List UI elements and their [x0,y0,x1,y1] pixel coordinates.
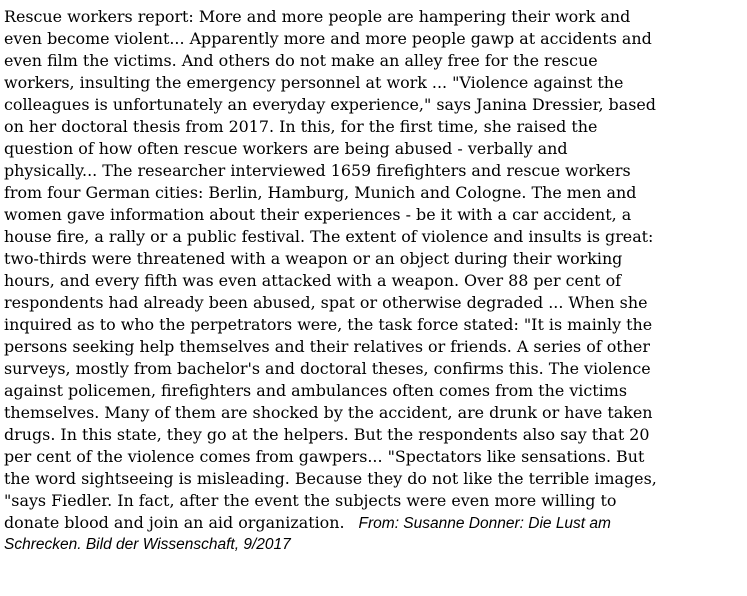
text-line: physically... The researcher interviewed 1659 firefighters and rescue workers [4,161,631,180]
text-line: hours, and every fifth was even attacked with a weapon. Over 88 per cent of [4,271,622,290]
source-citation-part2: Schrecken. Bild der Wissenschaft, 9/2017 [4,536,291,553]
text-line: Rescue workers report: More and more people are hampering their work and [4,7,631,26]
text-line: even become violent... Apparently more and more people gawp at accidents and [4,29,652,48]
text-line: on her doctoral thesis from 2017. In this, for the first time, she raised the [4,117,598,136]
text-line: drugs. In this state, they go at the helpers. But the respondents also say that 20 [4,425,650,444]
text-line: the word sightseeing is misleading. Because they do not like the terrible images, [4,469,657,488]
text-line: workers, insulting the emergency personnel at work ... "Violence against the [4,73,624,92]
text-line: themselves. Many of them are shocked by the accident, are drunk or have taken [4,403,653,422]
text-line: per cent of the violence comes from gawpers... "Spectators like sensations. But [4,447,645,466]
text-line: respondents had already been abused, spat or otherwise degraded ... When she [4,293,648,312]
document-page [4,6,747,556]
text-line: from four German cities: Berlin, Hamburg, Munich and Cologne. The men and [4,183,637,202]
text-line: even film the victims. And others do not make an alley free for the rescue [4,51,598,70]
text-line: surveys, mostly from bachelor's and doctoral theses, confirms this. The violence [4,359,651,378]
text-line: women gave information about their experiences - be it with a car accident, a [4,205,632,224]
source-citation-part1: From: Susanne Donner: Die Lust am [358,515,611,532]
text-line: inquired as to who the perpetrators were, the task force stated: "It is mainly the [4,315,653,334]
text-line: against policemen, firefighters and ambulances often comes from the victims [4,381,627,400]
last-line-text: donate blood and join an aid organization. [4,513,345,532]
text-line: question of how often rescue workers are being abused - verbally and [4,139,568,158]
text-line: two-thirds were threatened with a weapon or an object during their working [4,249,623,268]
last-text-line [4,512,747,534]
text-line: house fire, a rally or a public festival. The extent of violence and insults is great: [4,227,654,246]
text-line: colleagues is unfortunately an everyday experience," says Janina Dressier, based [4,95,656,114]
text-line: "says Fiedler. In fact, after the event the subjects were even more willing to [4,491,617,510]
text-line: persons seeking help themselves and their relatives or friends. A series of other [4,337,650,356]
